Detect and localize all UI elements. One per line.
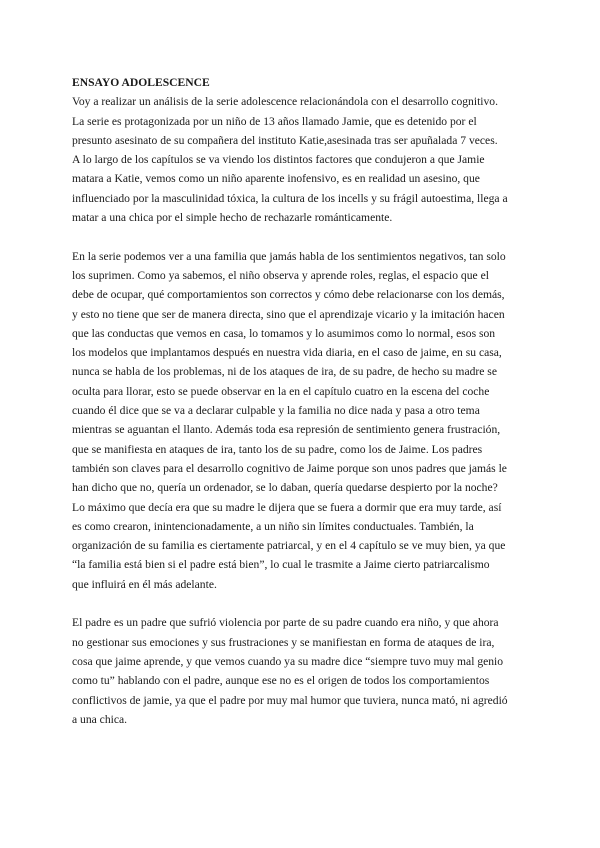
text-line: influenciado por la masculinidad tóxica, la cultura de los incells y su frágil autoestima, llega a [72, 191, 508, 205]
paragraph-2 [72, 247, 532, 594]
text-line: A lo largo de los capítulos se va viendo los distintos factores que condujeron a que Jamie [72, 153, 485, 167]
text-line: como tu” hablando con el padre, aunque ese no es el origen de todos los comportamientos [72, 674, 490, 688]
text-line: que se manifiesta en ataques de ira, tanto los de su padre, como los de Jaime. Los padres [72, 442, 483, 456]
text-line: es como crearon, inintencionadamente, a un niño sin límites conductuales. También, la [72, 519, 474, 533]
text-line: matara a Katie, vemos como un niño aparente inofensivo, es en realidad un asesino, que [72, 172, 480, 186]
text-line: cuando él dice que se va a declarar culpable y la familia no dice nada y pasa a otro tema [72, 404, 480, 418]
text-line: mientras se aguantan el llanto. Además toda esa represión de sentimiento genera frustración, [72, 423, 501, 437]
paragraph-1 [72, 92, 532, 227]
text-line: nunca se habla de los problemas, ni de los ataques de ira, de su padre, de hecho su madre se [72, 365, 497, 379]
paragraph-spacer [72, 227, 532, 246]
text-line: han dicho que no, quería un ordenador, se lo daban, quería quedarse despierto por la noche? [72, 481, 498, 495]
text-line: El padre es un padre que sufrió violencia por parte de su padre cuando era niño, y que ahora [72, 616, 499, 630]
text-line: organización de su familia es ciertamente patriarcal, y en el 4 capítulo se ve muy bien, ya que [72, 539, 506, 553]
text-line: no gestionar sus emociones y sus frustraciones y se manifiestan en forma de ataques de ira, [72, 635, 495, 649]
text-line: matar a una chica por el simple hecho de rechazarle románticamente. [72, 211, 393, 225]
document-title: ENSAYO ADOLESCENCE [72, 76, 210, 89]
paragraph-spacer [72, 594, 532, 613]
text-line: conflictivos de jamie, ya que el padre por muy mal humor que tuviera, nunca mató, ni agredió [72, 693, 508, 707]
text-line: oculta para llorar, esto se puede observar en la en el capítulo cuatro en la escena del coche [72, 384, 490, 398]
text-line: debe de ocupar, qué comportamientos son correctos y cómo debe relacionarse con los demás, [72, 288, 505, 302]
document-body [72, 73, 532, 729]
text-line: y esto no tiene que ser de manera directa, sino que el aprendizaje vicario y la imitación hacen [72, 307, 505, 321]
text-line: los suprimen. Como ya sabemos, el niño observa y aprende roles, reglas, el espacio que el [72, 268, 489, 282]
text-line: también son claves para el desarrollo cognitivo de Jaime porque son unos padres que jamás le [72, 461, 507, 475]
text-line: que influirá en él más adelante. [72, 577, 217, 591]
text-line: los modelos que implantamos después en nuestra vida diaria, en el caso de jaime, en su casa, [72, 346, 502, 360]
text-line: presunto asesinato de su compañera del instituto Katie,asesinada tras ser apuñalada 7 veces. [72, 133, 498, 147]
text-line: a una chica. [72, 712, 128, 726]
text-line: “la familia está bien si el padre está bien”, lo cual le trasmite a Jaime cierto patriarcalismo [72, 558, 490, 572]
paragraph-3 [72, 613, 532, 729]
text-line: Voy a realizar un análisis de la serie adolescence relacionándola con el desarrollo cognitivo. [72, 95, 499, 109]
text-line: que las conductas que vemos en casa, lo tomamos y lo asumimos como lo normal, esos son [72, 326, 496, 340]
text-line: En la serie podemos ver a una familia que jamás habla de los sentimientos negativos, tan solo [72, 249, 506, 263]
text-line: La serie es protagonizada por un niño de 13 años llamado Jamie, que es detenido por el [72, 114, 477, 128]
text-line: cosa que jaime aprende, y que vemos cuando ya su madre dice “siempre tuvo muy mal genio [72, 654, 504, 668]
text-line: Lo máximo que decía era que su madre le dijera que se fuera a dormir que era muy tarde, así [72, 500, 502, 514]
